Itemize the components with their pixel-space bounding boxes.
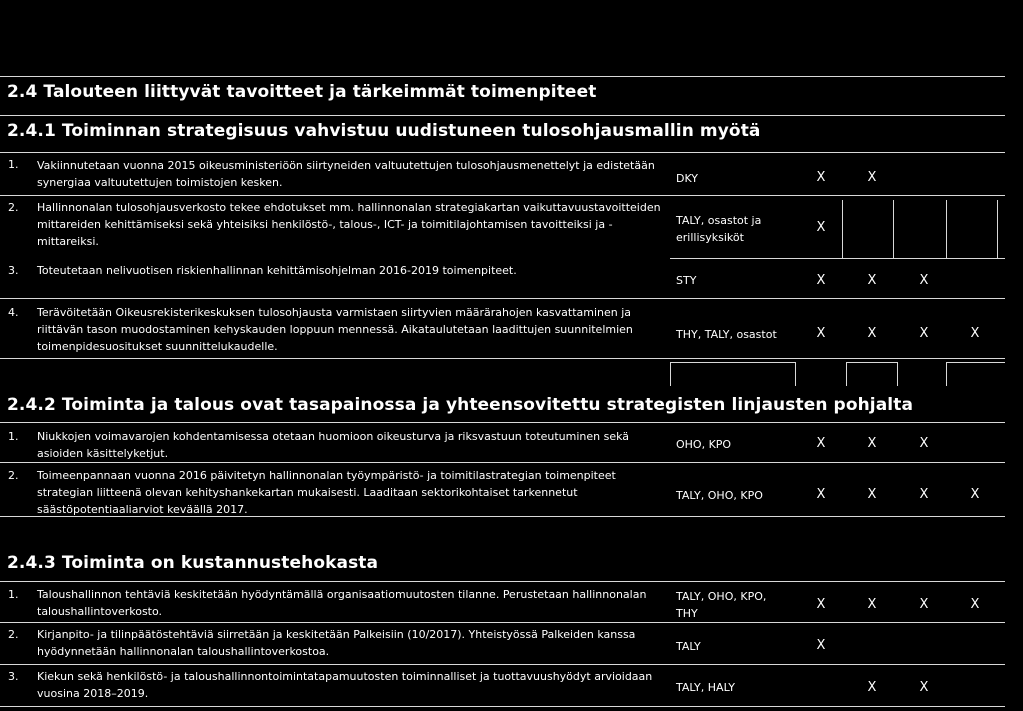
row-text: Vakiinnutetaan vuonna 2015 oikeusministeriöön siirtyneiden valtuutettujen tulosohjausmenettelyt ja edistetään synergiaa valtuutettujen toimistojen kesken.	[37, 159, 655, 189]
x-mark: X	[919, 487, 929, 502]
x-mark: X	[867, 487, 877, 502]
row-text: Kirjanpito- ja tilinpäätöstehtäviä siirretään ja keskitetään Palkeisiin (10/2017). Yhteistyössä Palkeiden kanssa hyödynnetään hallinnonalan taloushallintoverkostoa.	[37, 628, 636, 658]
x-mark: X	[970, 487, 980, 502]
responsible-unit: TALY, OHO, KPO	[676, 489, 763, 502]
x-mark: X	[816, 597, 826, 612]
cell-border	[997, 200, 998, 258]
cell-border	[946, 200, 947, 258]
x-mark: X	[816, 326, 826, 341]
x-mark: X	[867, 436, 877, 451]
divider	[0, 115, 1005, 116]
x-mark: X	[919, 680, 929, 695]
x-mark: X	[816, 170, 826, 185]
cell-border	[846, 362, 847, 386]
divider	[670, 258, 1005, 259]
divider	[0, 298, 1005, 299]
row-number: 3.	[8, 264, 19, 277]
x-mark: X	[816, 487, 826, 502]
responsible-unit: TALY, osastot ja erillisyksiköt	[676, 214, 762, 244]
divider	[0, 622, 1005, 623]
divider	[0, 152, 1005, 153]
row-number: 2.	[8, 201, 19, 214]
x-mark: X	[816, 273, 826, 288]
row-number: 1.	[8, 158, 19, 171]
divider	[0, 462, 1005, 463]
x-mark: X	[919, 273, 929, 288]
row-text: Niukkojen voimavarojen kohdentamisessa otetaan huomioon oikeusturva ja riksvastuun toteutuminen sekä asioiden käsittelyketjut.	[37, 430, 630, 460]
divider	[0, 664, 1005, 665]
divider	[946, 362, 1005, 363]
x-mark: X	[867, 326, 877, 341]
divider	[0, 516, 1005, 517]
section-heading-2-4-3: 2.4.3 Toiminta on kustannustehokasta	[7, 553, 379, 573]
cell-border	[670, 362, 671, 386]
row-number: 4.	[8, 306, 19, 319]
cell-border	[893, 200, 894, 258]
x-mark: X	[867, 170, 877, 185]
responsible-unit: TALY	[676, 640, 701, 653]
divider	[670, 362, 796, 363]
cell-border	[946, 362, 947, 386]
x-mark: X	[867, 273, 877, 288]
divider	[0, 581, 1005, 582]
section-heading-2-4: 2.4 Talouteen liittyvät tavoitteet ja tärkeimmät toimenpiteet	[7, 82, 597, 102]
row-number: 1.	[8, 430, 19, 443]
cell-border	[795, 362, 796, 386]
x-mark: X	[970, 597, 980, 612]
row-number: 3.	[8, 670, 19, 683]
row-text: Terävöitetään Oikeusrekisterikeskuksen tulosohjausta varmistaen siirtyvien määrärahojen kasvattaminen ja riittävän tason muodostaminen kehyskauden loppuun mennessä. Aikataulutetaan laadittujen suunnitelmien toimenpidesuositukset suunnittelukaudelle.	[37, 306, 633, 353]
responsible-unit: OHO, KPO	[676, 438, 732, 451]
responsible-unit: TALY, OHO, KPO, THY	[676, 590, 767, 620]
cell-border	[897, 362, 898, 386]
x-mark: X	[919, 597, 929, 612]
divider	[0, 706, 1005, 707]
section-heading-2-4-2: 2.4.2 Toiminta ja talous ovat tasapainossa ja yhteensovitettu strategisten linjausten pohjalta	[7, 395, 914, 415]
x-mark: X	[867, 597, 877, 612]
x-mark: X	[970, 326, 980, 341]
row-text: Toimeenpannaan vuonna 2016 päivitetyn hallinnonalan työympäristö- ja toimitilastrategian toimenpiteet strategian liitteenä olevan kehityshankekartan mukaisesti. Laaditaan sektorikohtaiset tarkennetut säästöpotentiaaliarviot keväällä 2017.	[37, 469, 616, 516]
x-mark: X	[816, 638, 826, 653]
responsible-unit: DKY	[676, 172, 699, 185]
row-text: Taloushallinnon tehtäviä keskitetään hyödyntämällä organisaatiomuutosten tilanne. Perustetaan hallinnonalan taloushallintoverkosto.	[37, 588, 647, 618]
x-mark: X	[919, 436, 929, 451]
divider	[0, 358, 1005, 359]
row-number: 2.	[8, 628, 19, 641]
section-heading-2-4-1: 2.4.1 Toiminnan strategisuus vahvistuu uudistuneen tulosohjausmallin myötä	[7, 121, 761, 141]
divider	[0, 195, 1005, 196]
row-text: Kiekun sekä henkilöstö- ja taloushallinnontoimintatapamuutosten toiminnalliset ja tuottavuushyödyt arvioidaan vuosina 2018–2019.	[37, 670, 653, 700]
x-mark: X	[919, 326, 929, 341]
row-text: Hallinnonalan tulosohjausverkosto tekee ehdotukset mm. hallinnonalan strategiakartan vaikuttavuustavoitteiden mittareiden kehittämiseksi sekä yhteisiksi henkilöstö-, talous-, ICT- ja toimitilajohtamisen tavoitteiksi ja -mittareiksi.	[37, 201, 661, 248]
row-number: 2.	[8, 469, 19, 482]
divider	[0, 76, 1005, 77]
responsible-unit: THY, TALY, osastot	[676, 328, 777, 341]
cell-border	[842, 200, 843, 258]
responsible-unit: STY	[676, 274, 697, 287]
x-mark: X	[816, 220, 826, 235]
row-text: Toteutetaan nelivuotisen riskienhallinnan kehittämisohjelman 2016-2019 toimenpiteet.	[37, 264, 517, 277]
divider	[846, 362, 897, 363]
divider	[0, 422, 1005, 423]
x-mark: X	[816, 436, 826, 451]
x-mark: X	[867, 680, 877, 695]
row-number: 1.	[8, 588, 19, 601]
responsible-unit: TALY, HALY	[676, 681, 735, 694]
